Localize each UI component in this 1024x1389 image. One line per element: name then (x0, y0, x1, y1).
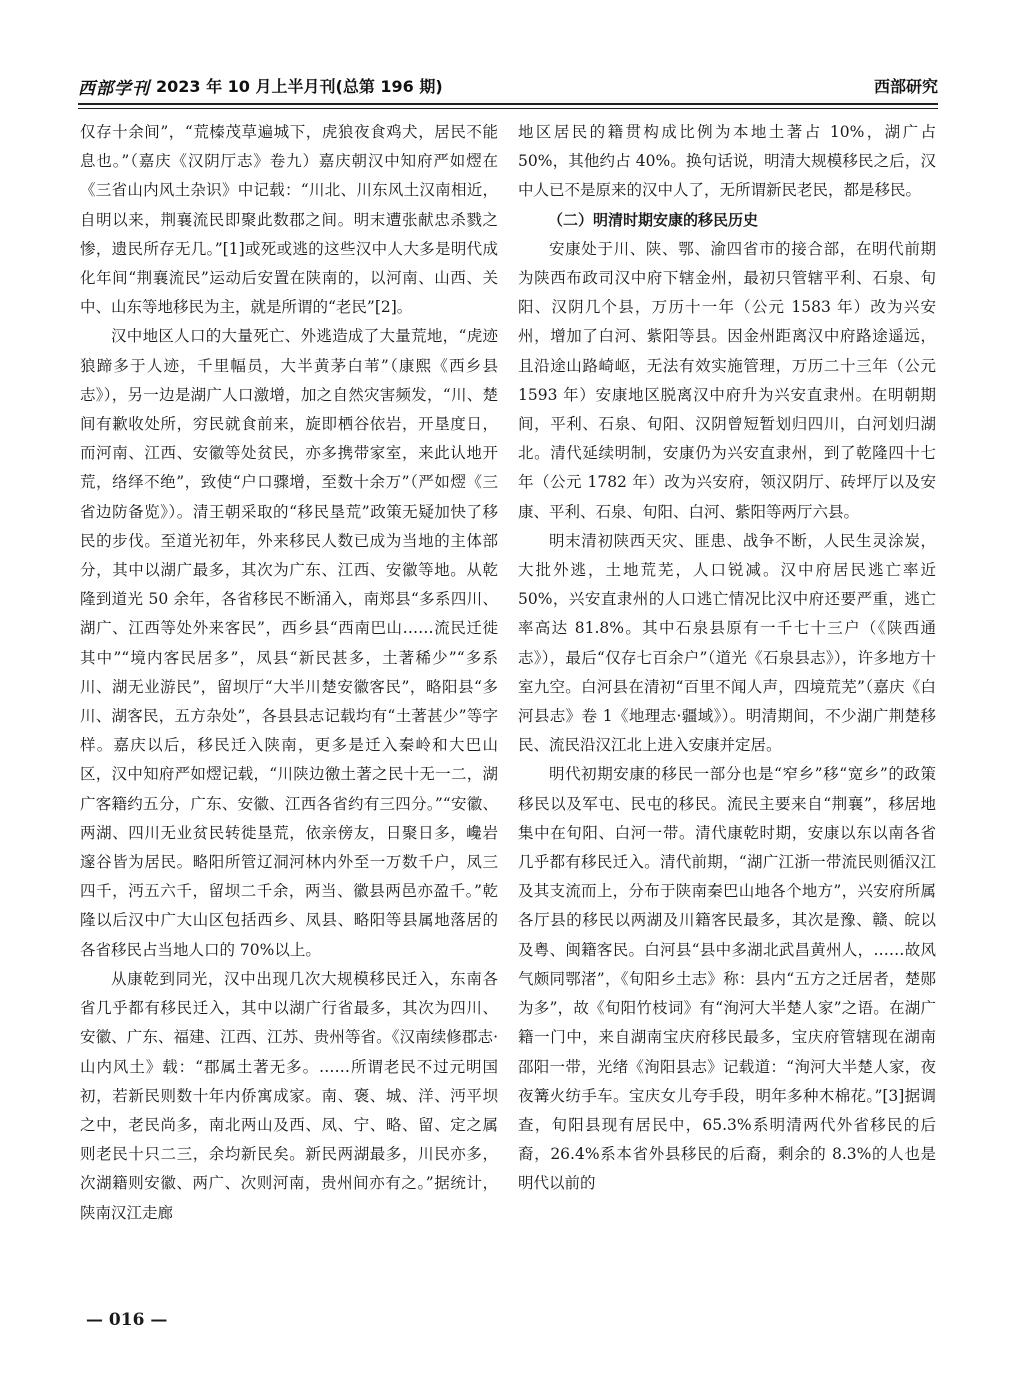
page-number: — 016 — (86, 1310, 168, 1330)
paragraph: 安康处于川、陕、鄂、渝四省市的接合部，在明代前期为陕西布政司汉中府下辖金州，最初只管辖平利、石泉、旬阳、汉阴几个县，万历十一年（公元 1583 年）改为兴安州，增加了白河、紫阳等县。因金州距离汉中府路途遥远，且沿途山路崎岖，无法有效实施管理，万历二十三年（公元 1593 年）安康地区脱离汉中府升为兴安直隶州。在明朝期间，平利、石泉、旬阳、汉阴曾短暂划归四川，白河划归湖北。清代延续明制，安康仍为兴安直隶州，到了乾隆四十七年（公元 1782 年）改为兴安府，领汉阴厅、砖坪厅以及安康、平利、石泉、旬阳、白河、紫阳等两厅六县。 (518, 239, 936, 521)
paragraph: 明末清初陕西天灾、匪患、战争不断，人民生灵涂炭，大批外逃，土地荒芜，人口锐减。汉中府居民逃亡率近 50%，兴安直隶州的人口逃亡情况比汉中府还要严重，逃亡率高达 81.8%。其中石泉县原有一千七十三户（《陕西通志》），最后“仅存七百余户”（道光《石泉县志》），许多地方十室九空。白河县在清初“百里不闻人声，四境荒芜”（嘉庆《白河县志》卷 1《地理志·疆域》）。明清期间，不少湖广荆楚移民、流民沿汉江北上进入安康并定居。 (518, 531, 936, 755)
issue-info: 2023 年 10 月上半月刊(总第 196 期) (156, 77, 443, 96)
section-subheading: （二）明清时期安康的移民历史 (548, 210, 759, 229)
paragraph: 从康乾到同光，汉中出现几次大规模移民迁入，东南各省几乎都有移民迁入，其中以湖广行省最多，其次为四川、安徽、广东、福建、江西、江苏、贵州等省。《汉南续修郡志·山内风土》载：“郡属土著无多。……所谓老民不过元明国初，若新民则数十年内侨寓成家。南、褒、城、洋、沔平坝之中，老民尚多，南北两山及西、凤、宁、略、留、定之属则老民十只二三，余均新民矣。新民两湖最多，川民亦多，次湖籍则安徽、两广、次则河南，贵州间亦有之。”据统计，陕南汉江走廊 (80, 969, 498, 1222)
section-name: 西部研究 (873, 77, 938, 96)
magazine-logo: 西部学刊 (78, 79, 150, 99)
paragraph: 明代初期安康的移民一部分也是“窄乡”移“宽乡”的政策移民以及军屯、民屯的移民。流民主要来自“荆襄”，移居地集中在旬阳、白河一带。清代康乾时期，安康以东以南各省几乎都有移民迁入。清代前期，“湖广江浙一带流民则循汉江及其支流而上，分布于陕南秦巴山地各个地方”，兴安府所属各厅县的移民以两湖及川籍客民最多，其次是豫、赣、皖以及粤、闽籍客民。白河县“县中多湖北武昌黄州人，……故风气颇同鄂渚”，《旬阳乡土志》称：县内“五方之迁居者，楚郧为多”，故《旬阳竹枝词》有“洵河大半楚人家”之语。在湖广籍一门中，来自湖南宝庆府移民最多，宝庆府管辖现在湖南邵阳一带，光绪《洵阳县志》记载道：“洵河大半楚人家，夜夜篝火纺手车。宝庆女儿夸手段，明年多种木棉花。”[3]据调查，旬阳县现有居民中，65.3%系明清两代外省移民的后裔，26.4%系本省外县移民的后裔，剩余的 8.3%的人也是明代以前的 (518, 765, 936, 1193)
left-column (80, 118, 498, 1228)
paragraph: 地区居民的籍贯构成比例为本地土著占 10%，湖广占 50%，其他约占 40%。换句话说，明清大规模移民之后，汉中人已不是原来的汉中人了，无所谓新民老民，都是移民。 (518, 123, 936, 200)
paragraph: 汉中地区人口的大量死亡、外逃造成了大量荒地，“虎迹狼蹄多于人迹，千里幅员，大半黄茅白苇”（康熙《西乡县志》），另一边是湖广人口激增，加之自然灾害频发，“川、楚间有歉收处所，穷民就食前来，旋即栖谷依岩，开垦度日，而河南、江西、安徽等处贫民，亦多携带家室，来此认地开荒，络绎不绝”，致使“户口骤增，至数十余万”（严如熤《三省边防备览》）。清王朝采取的“移民垦荒”政策无疑加快了移民的步伐。至道光初年，外来移民人数已成为当地的主体部分，其中以湖广最多，其次为广东、江西、安徽等地。从乾隆到道光 50 余年，各省移民不断涌入，南郑县“多系四川、湖广、江西等处外来客民”，西乡县“西南巴山……流民迁徙其中”“境内客民居多”，凤县“新民甚多，土著稀少”“多系川、湖无业游民”，留坝厅“大半川楚安徽客民”，略阳县“多川、湖客民，五方杂处”，各县县志记载均有“土著甚少”等字样。嘉庆以后，移民迁入陕南，更多是迁入秦岭和大巴山区，汉中知府严如熤记载，“川陕边徼土著之民十无一二，湖广客籍约五分，广东、安徽、江西各省约有三四分。”“安徽、两湖、四川无业贫民转徙垦荒，依亲傍友，日聚日多，巉岩邃谷皆为居民。略阳所管辽洞河林内外至一万数千户，凤三四千，沔五六千，留坝二千余，两当、徽县两邑亦盈千。”乾隆以后汉中广大山区包括西乡、凤县、略阳等县属地落居的各省移民占当地人口的 70%以上。 (80, 327, 498, 959)
page-header (78, 68, 938, 104)
paragraph: 仅存十余间”，“荒榛茂草遍城下，虎狼夜食鸡犬，居民不能息也。”（嘉庆《汉阴厅志》卷九）嘉庆朝汉中知府严如熤在《三省山内风土杂识》中记载：“川北、川东风土汉南相近，自明以来，荆襄流民即聚此数郡之间。明末遭张献忠杀戮之惨，遗民所存无几。”[1]或死或逃的这些汉中人大多是明代成化年间“荆襄流民”运动后安置在陕南的，以河南、山西、关中、山东等地移民为主，就是所谓的“老民”[2]。 (80, 123, 498, 317)
header-rule-thin (78, 108, 938, 109)
right-column (518, 118, 936, 1199)
header-rule-thick (78, 103, 938, 105)
